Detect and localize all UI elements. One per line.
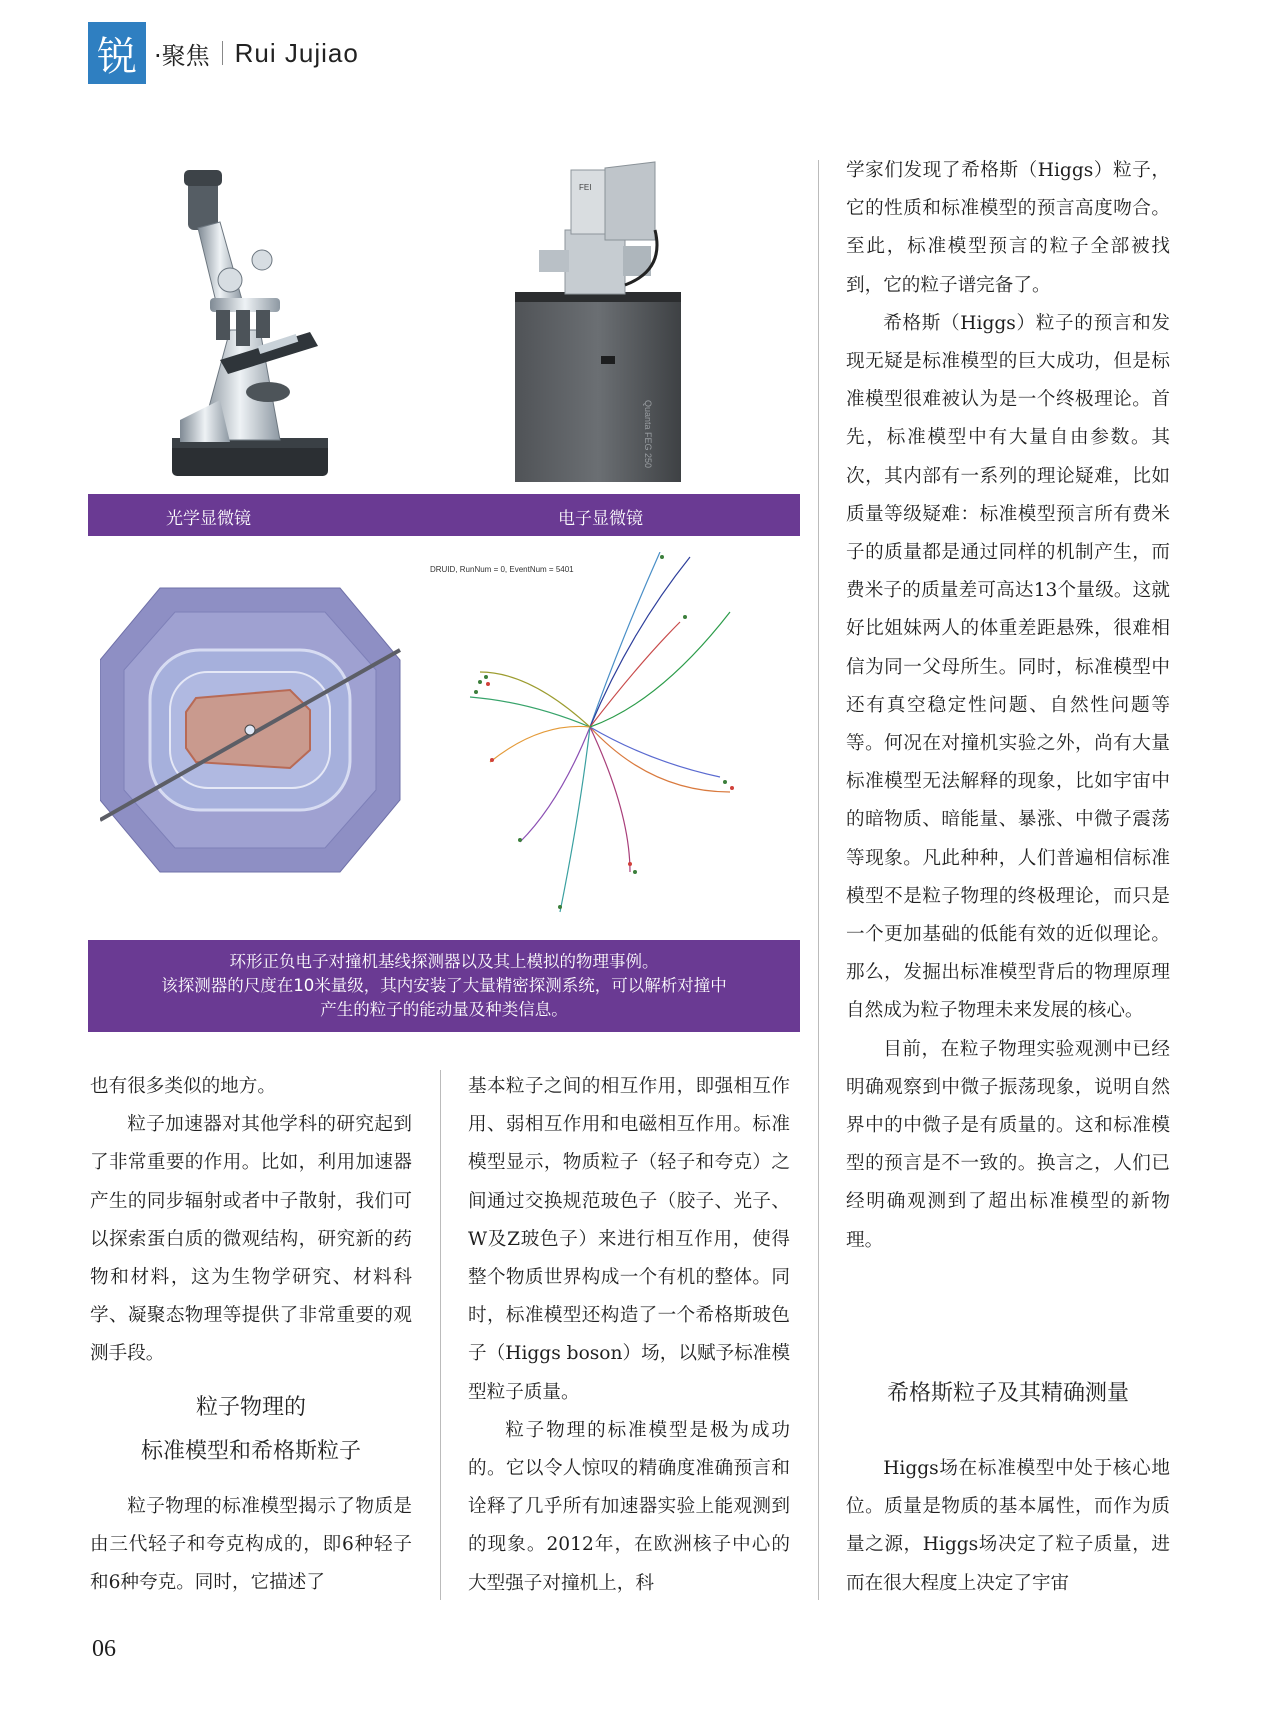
detector-image [100,580,420,880]
text-column-3 [846,152,1170,1260]
event-display-label: DRUID, RunNum = 0, EventNum = 5401 [430,565,574,574]
section-heading: 希格斯粒子及其精确测量 [886,1381,1129,1406]
optical-microscope-caption: 光学显微镜 [166,509,251,529]
electron-microscope-image [505,160,705,490]
paragraph: 学家们发现了希格斯（Higgs）粒子，它的性质和标准模型的预言高度吻合。至此，标准模型预言的粒子全部被找到，它的粒子谱完备了。 [846,160,1170,296]
detector-caption-line: 产生的粒子的能动量及种类信息。 [320,1000,568,1019]
optical-microscope-image [160,160,340,480]
column-divider [818,160,819,1600]
section-heading [90,1386,412,1474]
detector-caption-bar [88,940,800,1032]
header-divider [222,41,223,65]
column-divider [440,1070,441,1600]
page-header [88,22,359,84]
paragraph: 目前，在粒子物理实验观测中已经明确观察到中微子振荡现象，说明自然界中的中微子是有质量的。这和标准模型的预言是不一致的。换言之，人们已经明确观测到了超出标准模型的新物理。 [846,1038,1170,1251]
detector-caption-line: 环形正负电子对撞机基线探测器以及其上模拟的物理事例。 [229,952,659,971]
text-column-2 [468,1068,790,1603]
paragraph: 也有很多类似的地方。 [90,1076,276,1097]
page-number: 06 [92,1636,116,1662]
sem-brand-label: FEI [579,183,592,192]
section-heading-line: 粒子物理的 [195,1395,306,1420]
text-column-3-bottom [846,1450,1170,1603]
header-text [154,36,359,71]
paragraph: 希格斯（Higgs）粒子的预言和发现无疑是标准模型的巨大成功，但是标准模型很难被认为是一个终极理论。首先，标准模型中有大量自由参数。其次，其内部有一系列的理论疑难，比如质量等级疑难：标准模型预言所有费米子的质量都是通过同样的机制产生，而费米子的质量差可高达13个量级。这就好比姐妹两人的体重差距悬殊，很难相信为同一父母所生。同时，标准模型中还有真空稳定性问题、自然性问题等等。何况在对撞机实验之外，尚有大量标准模型无法解释的现象，比如宇宙中的暗物质、暗能量、暴涨、中微子震荡等现象。凡此种种，人们普遍相信标准模型不是粒子物理的终极理论，而只是一个更加基础的低能有效的近似理论。那么，发掘出标准模型背后的物理原理自然成为粒子物理未来发展的核心。 [846,312,1170,1022]
paragraph: 粒子物理的标准模型是极为成功的。它以令人惊叹的精确度准确预言和诠释了几乎所有加速器实验上能观测到的现象。2012年，在欧洲核子中心的大型强子对撞机上，科 [468,1419,790,1594]
microscope-caption-bar [88,494,800,536]
sem-model-label: Quanta FEG 250 [643,400,653,469]
paragraph: 基本粒子之间的相互作用，即强相互作用、弱相互作用和电磁相互作用。标准模型显示，物质粒子（轻子和夸克）之间通过交换规范玻色子（胶子、光子、W及Z玻色子）来进行相互作用，使得整个物质世界构成一个有机的整体。同时，标准模型还构造了一个希格斯玻色子（Higgs boson）场，以赋予标准模型粒子质量。 [468,1076,790,1403]
electron-microscope-caption: 电子显微镜 [558,509,643,529]
paragraph: Higgs场在标准模型中处于核心地位。质量是物质的基本属性，而作为质量之源，Higgs场决定了粒子质量，进而在很大程度上决定了宇宙 [846,1458,1170,1594]
section-name: ·聚焦 [154,41,210,70]
paragraph: 粒子物理的标准模型揭示了物质是由三代轻子和夸克构成的，即6种轻子和6种夸克。同时，它描述了 [90,1496,412,1594]
section-heading-line: 标准模型和希格斯粒子 [140,1439,361,1464]
text-column-1-bottom [90,1488,412,1603]
detector-caption-line: 该探测器的尺度在10米量级，其内安装了大量精密探测系统，可以解析对撞中 [161,976,727,995]
paragraph: 粒子加速器对其他学科的研究起到了非常重要的作用。比如，利用加速器产生的同步辐射或者中子散射，我们可以探索蛋白质的微观结构，研究新的药物和材料，这为生物学研究、材料科学、凝聚态物理等提供了非常重要的观测手段。 [90,1114,412,1365]
collision-event-display [430,552,800,922]
text-column-1 [90,1068,412,1374]
section-english: Rui Jujiao [234,37,359,68]
section-logo: 锐 [88,22,146,84]
